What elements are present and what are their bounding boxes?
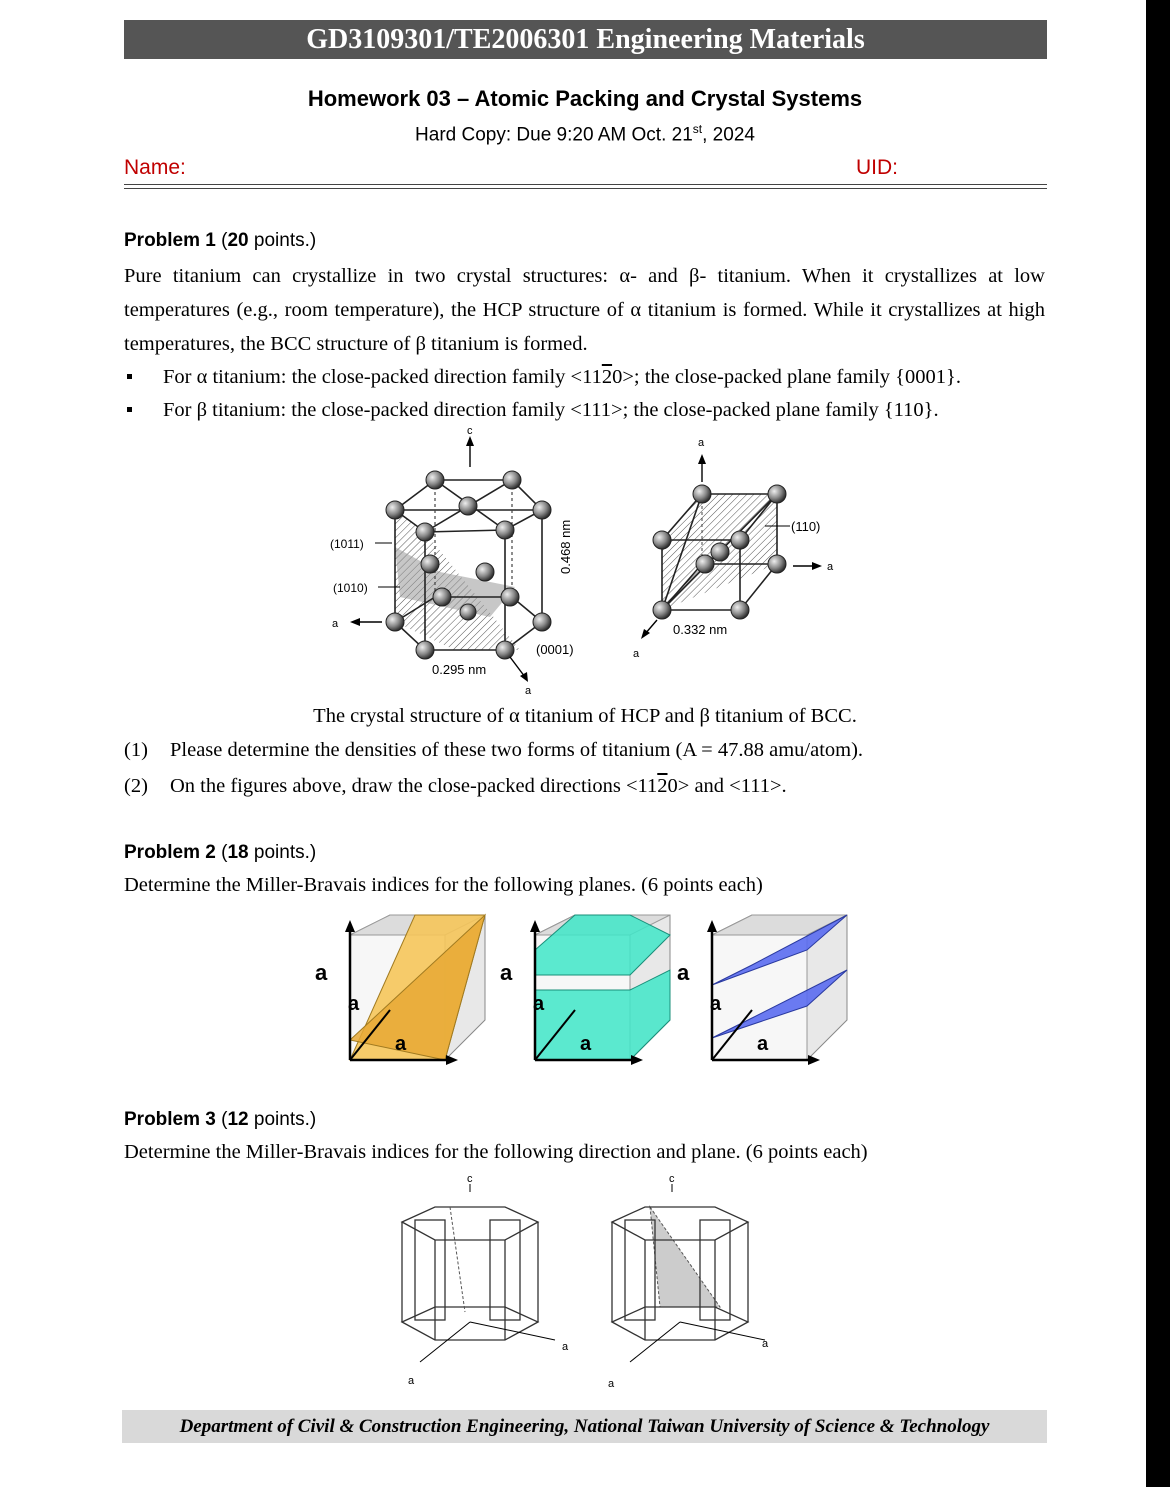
hcp-c-label: c xyxy=(467,425,473,437)
bcc-plane-label: (110) xyxy=(791,519,821,534)
question-1 xyxy=(124,739,863,762)
hcp-label-1010: (1010) xyxy=(333,581,368,595)
problem1-intro: Pure titanium can crystallize in two crystal structures: α- and β- titanium. When it crystallizes at low temperatures (e.g., room temperature), the HCP structure of α titanium is formed. While it crystallizes at high temperatures, the BCC structure of β titanium is formed. xyxy=(124,265,1045,355)
hex-prism-plane xyxy=(608,1173,769,1390)
bcc-a-top-label: a xyxy=(698,437,705,449)
due-date-year: , 2024 xyxy=(702,124,755,146)
question-2-num: (2) xyxy=(124,775,148,797)
problem2-points: 18 xyxy=(227,842,249,863)
question-2-bar: 2 xyxy=(657,775,668,797)
homework-title: Homework 03 – Atomic Packing and Crystal Systems xyxy=(307,86,863,111)
question-1-num: (1) xyxy=(124,739,148,761)
p3a-a2-label: a xyxy=(562,1341,569,1353)
cube2-a2-label: a xyxy=(533,993,545,1015)
p3a-c-label: c xyxy=(467,1173,473,1185)
bullet-alpha xyxy=(124,366,961,389)
p3a-a1-label: a xyxy=(408,1375,415,1387)
cube3-a1-label: a xyxy=(757,1033,769,1055)
footer-banner xyxy=(122,1410,1047,1443)
question-1-text: Please determine the densities of these two forms of titanium (A = 47.88 amu/atom). xyxy=(170,739,864,761)
bcc-a-left-label: a xyxy=(633,648,640,660)
problem2-text: Determine the Miller-Bravais indices for the following planes. (6 points each) xyxy=(124,874,763,896)
course-title: GD3109301/TE2006301 Engineering Materials xyxy=(306,24,865,55)
bullet-alpha-text: For α titanium: the close-packed direction family <11 xyxy=(163,366,602,388)
hcp-a1-label: a xyxy=(332,618,339,630)
course-title-banner xyxy=(124,20,1047,59)
bullet-beta xyxy=(124,399,939,422)
footer-text: Department of Civil & Construction Engineering, National Taiwan University of Science & Technology xyxy=(179,1416,990,1437)
due-date-sup: st xyxy=(692,122,703,136)
cube-yellow xyxy=(315,915,485,1065)
problem3-title: Problem 3 (12 points.) xyxy=(124,1109,317,1130)
problem1-points-text: points.) xyxy=(253,230,317,251)
bullet-alpha-bar: 2 xyxy=(601,366,613,388)
double-rule-top xyxy=(124,184,1047,185)
problem3-label: Problem 3 xyxy=(124,1109,216,1130)
question-2-end: 0> and <111>. xyxy=(667,775,787,797)
bcc-figure xyxy=(625,432,845,662)
bcc-a-right-label: a xyxy=(827,561,834,573)
name-label: Name: xyxy=(124,156,186,179)
due-date-text: Hard Copy: Due 9:20 AM Oct. 21 xyxy=(415,124,693,146)
problem1-points: 20 xyxy=(227,230,249,251)
cube3-a3-label: a xyxy=(677,960,690,985)
uid-label: UID: xyxy=(856,156,898,179)
cube1-a1-label: a xyxy=(395,1033,407,1055)
problem1-title: Problem 1 (20 points.) xyxy=(124,230,317,251)
p3b-c-label: c xyxy=(669,1173,675,1185)
cube1-a2-label: a xyxy=(348,993,360,1015)
hcp-basal-label: (0001) xyxy=(536,642,574,657)
problem2-points-text: points.) xyxy=(253,842,317,863)
cube1-a3-label: a xyxy=(315,960,328,985)
p3b-a2-label: a xyxy=(762,1338,769,1350)
cube3-a2-label: a xyxy=(710,993,722,1015)
cube-blue xyxy=(677,915,847,1065)
problem3-points: 12 xyxy=(227,1109,249,1130)
hcp-edge-label: 0.295 nm xyxy=(432,662,487,677)
question-2-text: On the figures above, draw the close-packed directions <11 xyxy=(170,775,658,797)
hcp-label-1011: (1011) xyxy=(330,537,364,551)
right-border xyxy=(1146,0,1170,1487)
due-date xyxy=(0,122,1170,146)
figure-caption: The crystal structure of α titanium of HCP and β titanium of BCC. xyxy=(313,705,857,727)
hcp-figure xyxy=(320,422,600,702)
hcp-height-label: 0.468 nm xyxy=(558,519,573,574)
bullet-alpha-end: 0>; the close-packed plane family {0001}. xyxy=(612,366,961,388)
bullet-beta-text: For β titanium: the close-packed direction family <111>; the close-packed plane family {110}. xyxy=(163,399,939,421)
hex-prism-direction xyxy=(402,1173,569,1387)
problem3-points-text: points.) xyxy=(253,1109,317,1130)
problem2-label: Problem 2 xyxy=(124,842,216,863)
problem3-figures xyxy=(390,1172,800,1394)
problem1-label: Problem 1 xyxy=(124,230,216,251)
hcp-a2-label: a xyxy=(525,685,532,697)
cube2-a1-label: a xyxy=(580,1033,592,1055)
bcc-edge-label: 0.332 nm xyxy=(673,622,728,637)
problem2-figures xyxy=(310,905,860,1070)
problem2-title: Problem 2 (18 points.) xyxy=(124,842,317,863)
double-rule-bottom xyxy=(124,188,1047,189)
problem3-text: Determine the Miller-Bravais indices for the following direction and plane. (6 points each) xyxy=(124,1141,868,1163)
p3b-a1-label: a xyxy=(608,1378,615,1390)
question-2 xyxy=(124,775,787,798)
cube-cyan xyxy=(500,915,670,1065)
cube2-a3-label: a xyxy=(500,960,513,985)
